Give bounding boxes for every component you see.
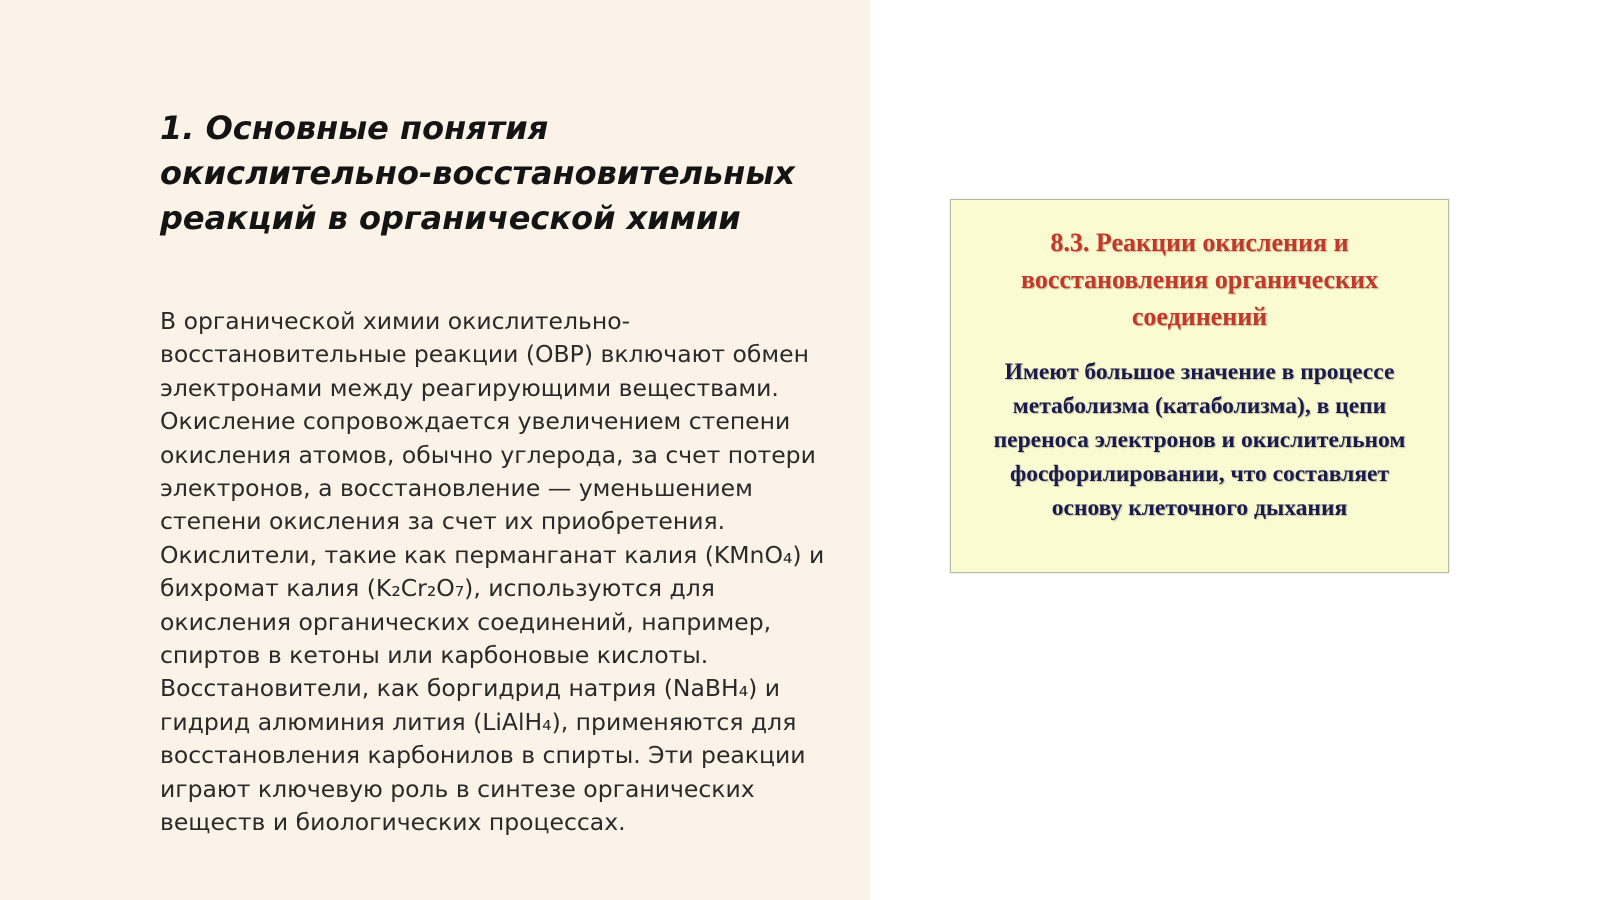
section-heading: 1. Основные понятия окислительно-восстановительных реакций в органической химии (160, 109, 795, 237)
image-title: 8.3. Реакции окисления и восстановления органических соединений (1021, 228, 1378, 331)
image-text: Имеют большое значение в процессе метаболизма (катаболизма), в цепи переноса электронов и окислительном фосфорилировании, что составляет основу клеточного дыхания (993, 359, 1406, 521)
section-paragraph: В органической химии окислительно-восстановительные реакции (ОВР) включают обмен электронами между реагирующими веществами. Окисление сопровождается увеличением степени окисления атомов, обычно углерода, за счет потери электронов, а восстановление — уменьшением степени окисления за счет их приобретения. Окислители, такие как перманганат калия (KMnO₄) и бихромат калия (K₂Cr₂O₇), используются для окисления органических соединений, например, спиртов в кетоны или карбоновые кислоты. Восстановители, как боргидрид натрия (NaBH₄) и гидрид алюминия лития (LiAlH₄), применяются для восстановления карбонилов в спирты. Эти реакции играют ключевую роль в синтезе органических веществ и биологических процессах. (160, 307, 825, 837)
slide-image (950, 199, 1449, 573)
